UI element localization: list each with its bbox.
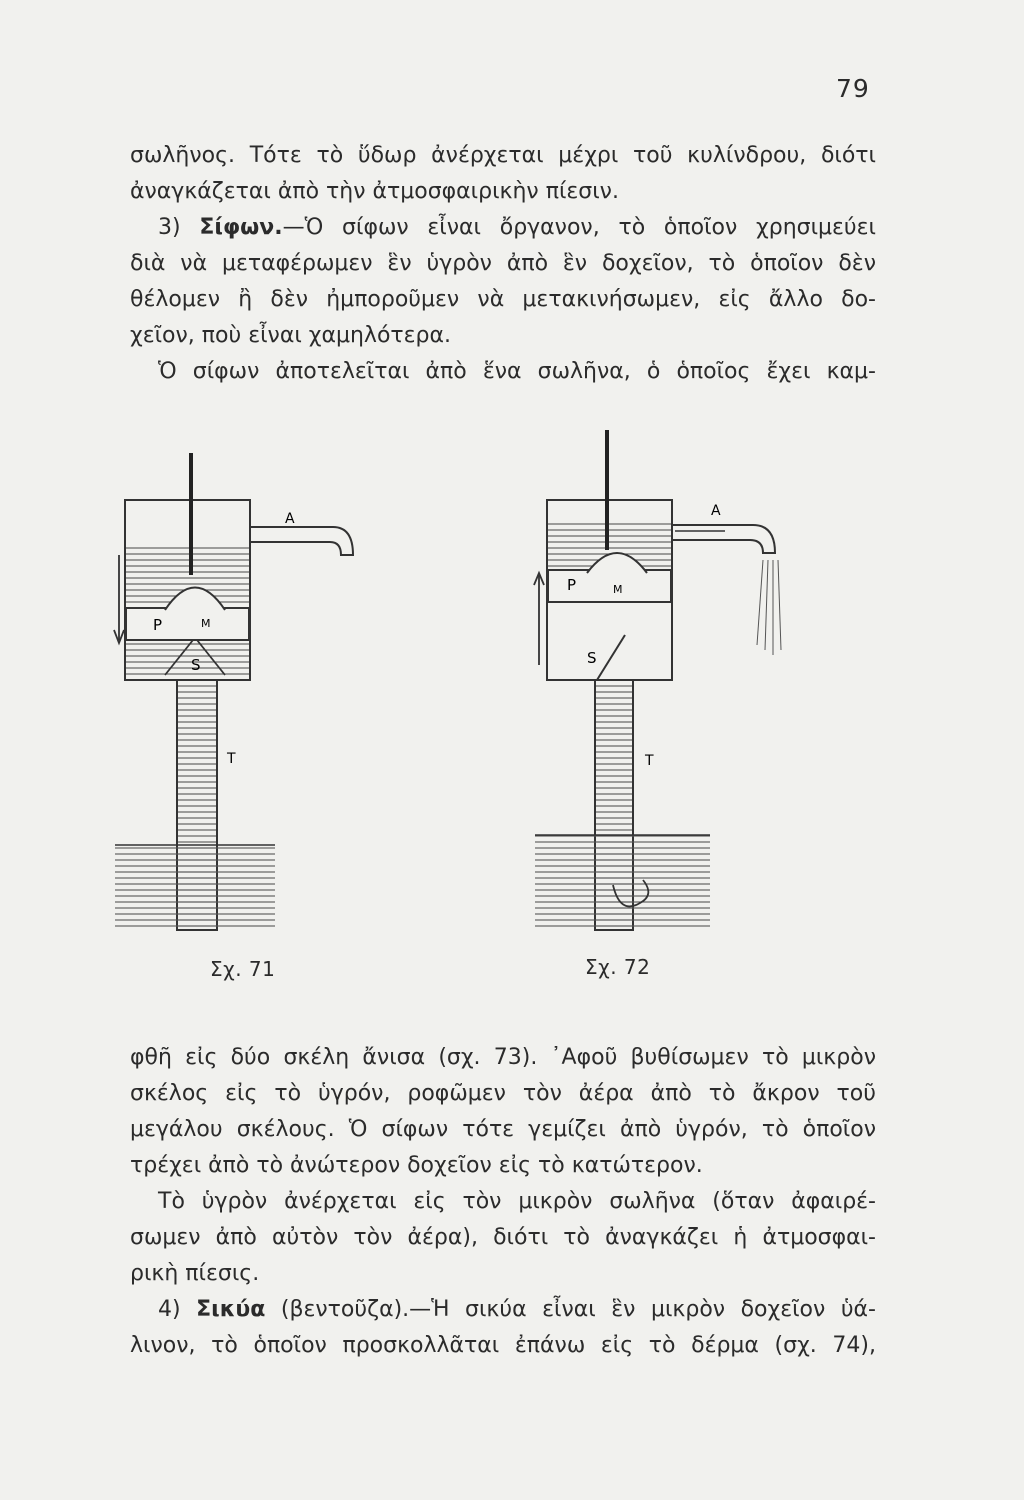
text-line: σκέλος εἰς τὸ ὑγρόν, ροφῶμεν τὸν ἀέρα ἀπὸ τὸ ἄκρον τοῦ: [130, 1081, 876, 1106]
section-4-number: 4): [158, 1297, 181, 1322]
figure-71-label-valve-lower: S: [191, 656, 201, 674]
text-top: [130, 138, 876, 390]
section-3-title: Σίφων.: [199, 215, 283, 240]
section-4-heading-line: [130, 1292, 876, 1328]
figure-72-label-valve-upper: M: [613, 583, 623, 596]
text-line: Τὸ ὑγρὸν ἀνέρχεται εἰς τὸν μικρὸν σωλῆνα (ὅταν ἀφαιρέ-: [158, 1189, 876, 1214]
text-line: μεγάλου σκέλους. Ὁ σίφων τότε γεμίζει ἀπὸ ὑγρόν, τὸ ὁποῖον: [130, 1117, 876, 1142]
text-line: ρικὴ πίεσις.: [130, 1261, 260, 1286]
text-line: χεῖον, ποὺ εἶναι χαμηλότερα.: [130, 323, 451, 348]
figure-72-drawing: [525, 425, 825, 935]
text-line: ἀναγκάζεται ἀπὸ τὴν ἀτμοσφαιρικὴν πίεσιν.: [130, 179, 619, 204]
figure-71-label-valve-upper: M: [201, 617, 211, 630]
figure-72-label-valve-lower: S: [587, 649, 597, 667]
figure-71-label-outlet: A: [285, 511, 295, 527]
text-line: σωμεν ἀπὸ αὐτὸν τὸν ἀέρα), διότι τὸ ἀναγκάζει ἡ ἀτμοσφαι-: [130, 1225, 876, 1250]
figure-72: [525, 425, 825, 979]
figure-71-label-piston: P: [153, 616, 163, 634]
text-line: διὰ νὰ μεταφέρωμεν ἓν ὑγρὸν ἀπὸ ἓν δοχεῖον, τὸ ὁποῖον δὲν: [130, 251, 876, 276]
text-line: θέλομεν ἢ δὲν ἠμποροῦμεν νὰ μετακινήσωμεν, εἰς ἄλλο δο-: [130, 287, 876, 312]
figure-72-label-tube: T: [645, 753, 654, 769]
text-bottom: [130, 1040, 876, 1364]
section-4-title: Σικύα: [196, 1297, 266, 1322]
figure-71-drawing: [105, 425, 375, 935]
section-3-heading-line: [130, 210, 876, 246]
section-3-first-line: —Ὁ σίφων εἶναι ὄργανον, τὸ ὁποῖον χρησιμεύει: [282, 215, 876, 240]
figure-72-caption: Σχ. 72: [585, 955, 651, 979]
text-line: τρέχει ἀπὸ τὸ ἀνώτερον δοχεῖον εἰς τὸ κατώτερον.: [130, 1153, 703, 1178]
figure-72-label-piston: P: [567, 576, 577, 594]
page-number: 79: [836, 74, 870, 103]
text-line: φθῆ εἰς δύο σκέλη ἄνισα (σχ. 73). ᾿Αφοῦ βυθίσωμεν τὸ μικρὸν: [130, 1045, 876, 1070]
figure-71: [105, 425, 375, 981]
text-line: Ὁ σίφων ἀποτελεῖται ἀπὸ ἕνα σωλῆνα, ὁ ὁποῖος ἔχει καμ-: [158, 359, 876, 384]
figure-71-label-tube: T: [227, 751, 236, 767]
figure-72-label-outlet: A: [711, 503, 721, 519]
section-4-first-line: (βεντοῦζα).—Ἡ σικύα εἶναι ἓν μικρὸν δοχεῖον ὑά-: [280, 1297, 876, 1322]
figure-71-caption: Σχ. 71: [210, 957, 276, 981]
text-line: σωλῆνος. Τότε τὸ ὕδωρ ἀνέρχεται μέχρι τοῦ κυλίνδρου, διότι: [130, 143, 876, 168]
text-line: λινον, τὸ ὁποῖον προσκολλᾶται ἐπάνω εἰς τὸ δέρμα (σχ. 74),: [130, 1333, 876, 1358]
section-3-number: 3): [158, 215, 181, 240]
